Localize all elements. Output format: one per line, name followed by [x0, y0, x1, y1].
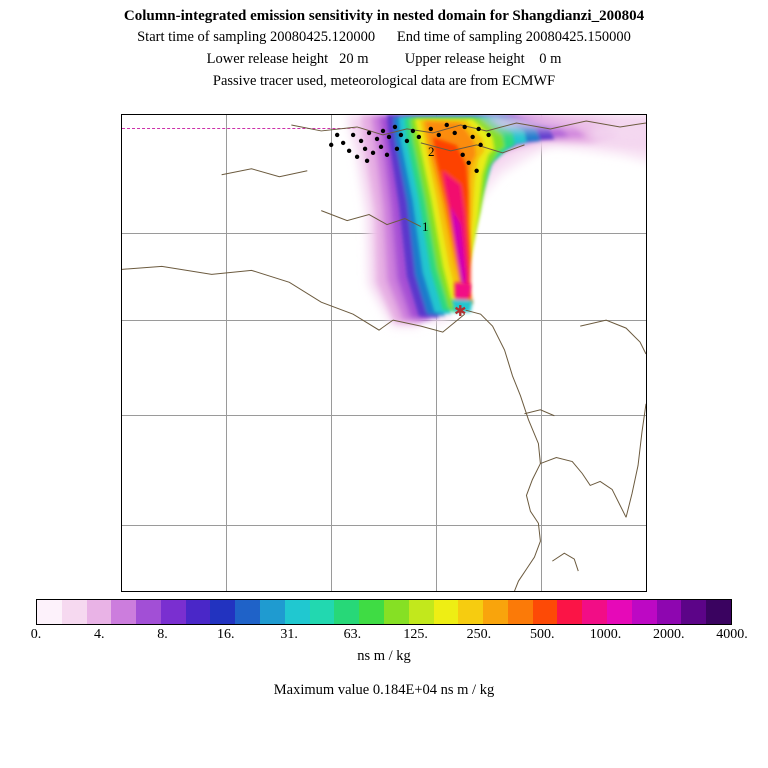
release-point-marker: ✱	[454, 304, 467, 320]
colorbar-tick-label: 0.	[30, 627, 42, 642]
map-plot-area	[121, 114, 647, 592]
measurement-stations	[122, 115, 646, 591]
colorbar-unit-label: ns m / kg	[357, 648, 411, 664]
colorbar-segment	[37, 600, 62, 624]
colorbar-segment	[681, 600, 706, 624]
colorbar-tick-label: 500.	[529, 627, 555, 642]
colorbar-tick-label: 4.	[94, 627, 105, 642]
colorbar-segment	[607, 600, 632, 624]
colorbar-segment	[458, 600, 483, 624]
colorbar-segment	[235, 600, 260, 624]
colorbar-segment	[62, 600, 87, 624]
colorbar-segment	[657, 600, 682, 624]
colorbar-segment	[508, 600, 533, 624]
colorbar-segment	[582, 600, 607, 624]
colorbar-segment	[111, 600, 136, 624]
colorbar-segment	[557, 600, 582, 624]
colorbar-segment	[136, 600, 161, 624]
colorbar-tick-label: 250.	[466, 627, 492, 642]
maximum-value-label: Maximum value 0.184E+04 ns m / kg	[273, 682, 495, 698]
colorbar-tick-label: 1000.	[589, 627, 622, 642]
colorbar-segment	[310, 600, 335, 624]
colorbar-segment	[161, 600, 186, 624]
colorbar-tick-label: 31.	[280, 627, 298, 642]
colorbar-segment	[285, 600, 310, 624]
colorbar-tick-label: 16.	[217, 627, 235, 642]
colorbar-segment	[533, 600, 558, 624]
colorbar-tick-label: 2000.	[652, 627, 685, 642]
colorbar-segment	[210, 600, 235, 624]
colorbar-tick-label: 8.	[157, 627, 168, 642]
colorbar-segment	[706, 600, 731, 624]
colorbar-segment	[260, 600, 285, 624]
contour-label-2: 2	[428, 144, 435, 159]
contour-label-1: 1	[422, 219, 429, 234]
colorbar-tick-label: 125.	[403, 627, 428, 642]
colorbar-tick-label: 4000.	[716, 627, 748, 642]
colorbar-segment	[334, 600, 359, 624]
release-height-line: Lower release height 20 m Upper release height 0 m	[206, 51, 562, 67]
tracer-met-line: Passive tracer used, meteorological data are from ECMWF	[212, 73, 556, 89]
chart-header	[0, 0, 768, 92]
colorbar-tick-labels	[0, 627, 768, 643]
colorbar	[36, 599, 732, 625]
colorbar-segment	[384, 600, 409, 624]
colorbar-segment	[409, 600, 434, 624]
colorbar-segment	[483, 600, 508, 624]
colorbar-segment	[632, 600, 657, 624]
colorbar-segment	[87, 600, 112, 624]
sampling-time-line: Start time of sampling 20080425.120000 End time of sampling 20080425.150000	[137, 29, 631, 45]
colorbar-tick-label: 63.	[343, 627, 362, 642]
colorbar-segment	[186, 600, 211, 624]
page-title: Column-integrated emission sensitivity in nested domain for Shangdianzi_200804	[123, 8, 645, 24]
colorbar-segment	[359, 600, 384, 624]
colorbar-segment	[434, 600, 459, 624]
